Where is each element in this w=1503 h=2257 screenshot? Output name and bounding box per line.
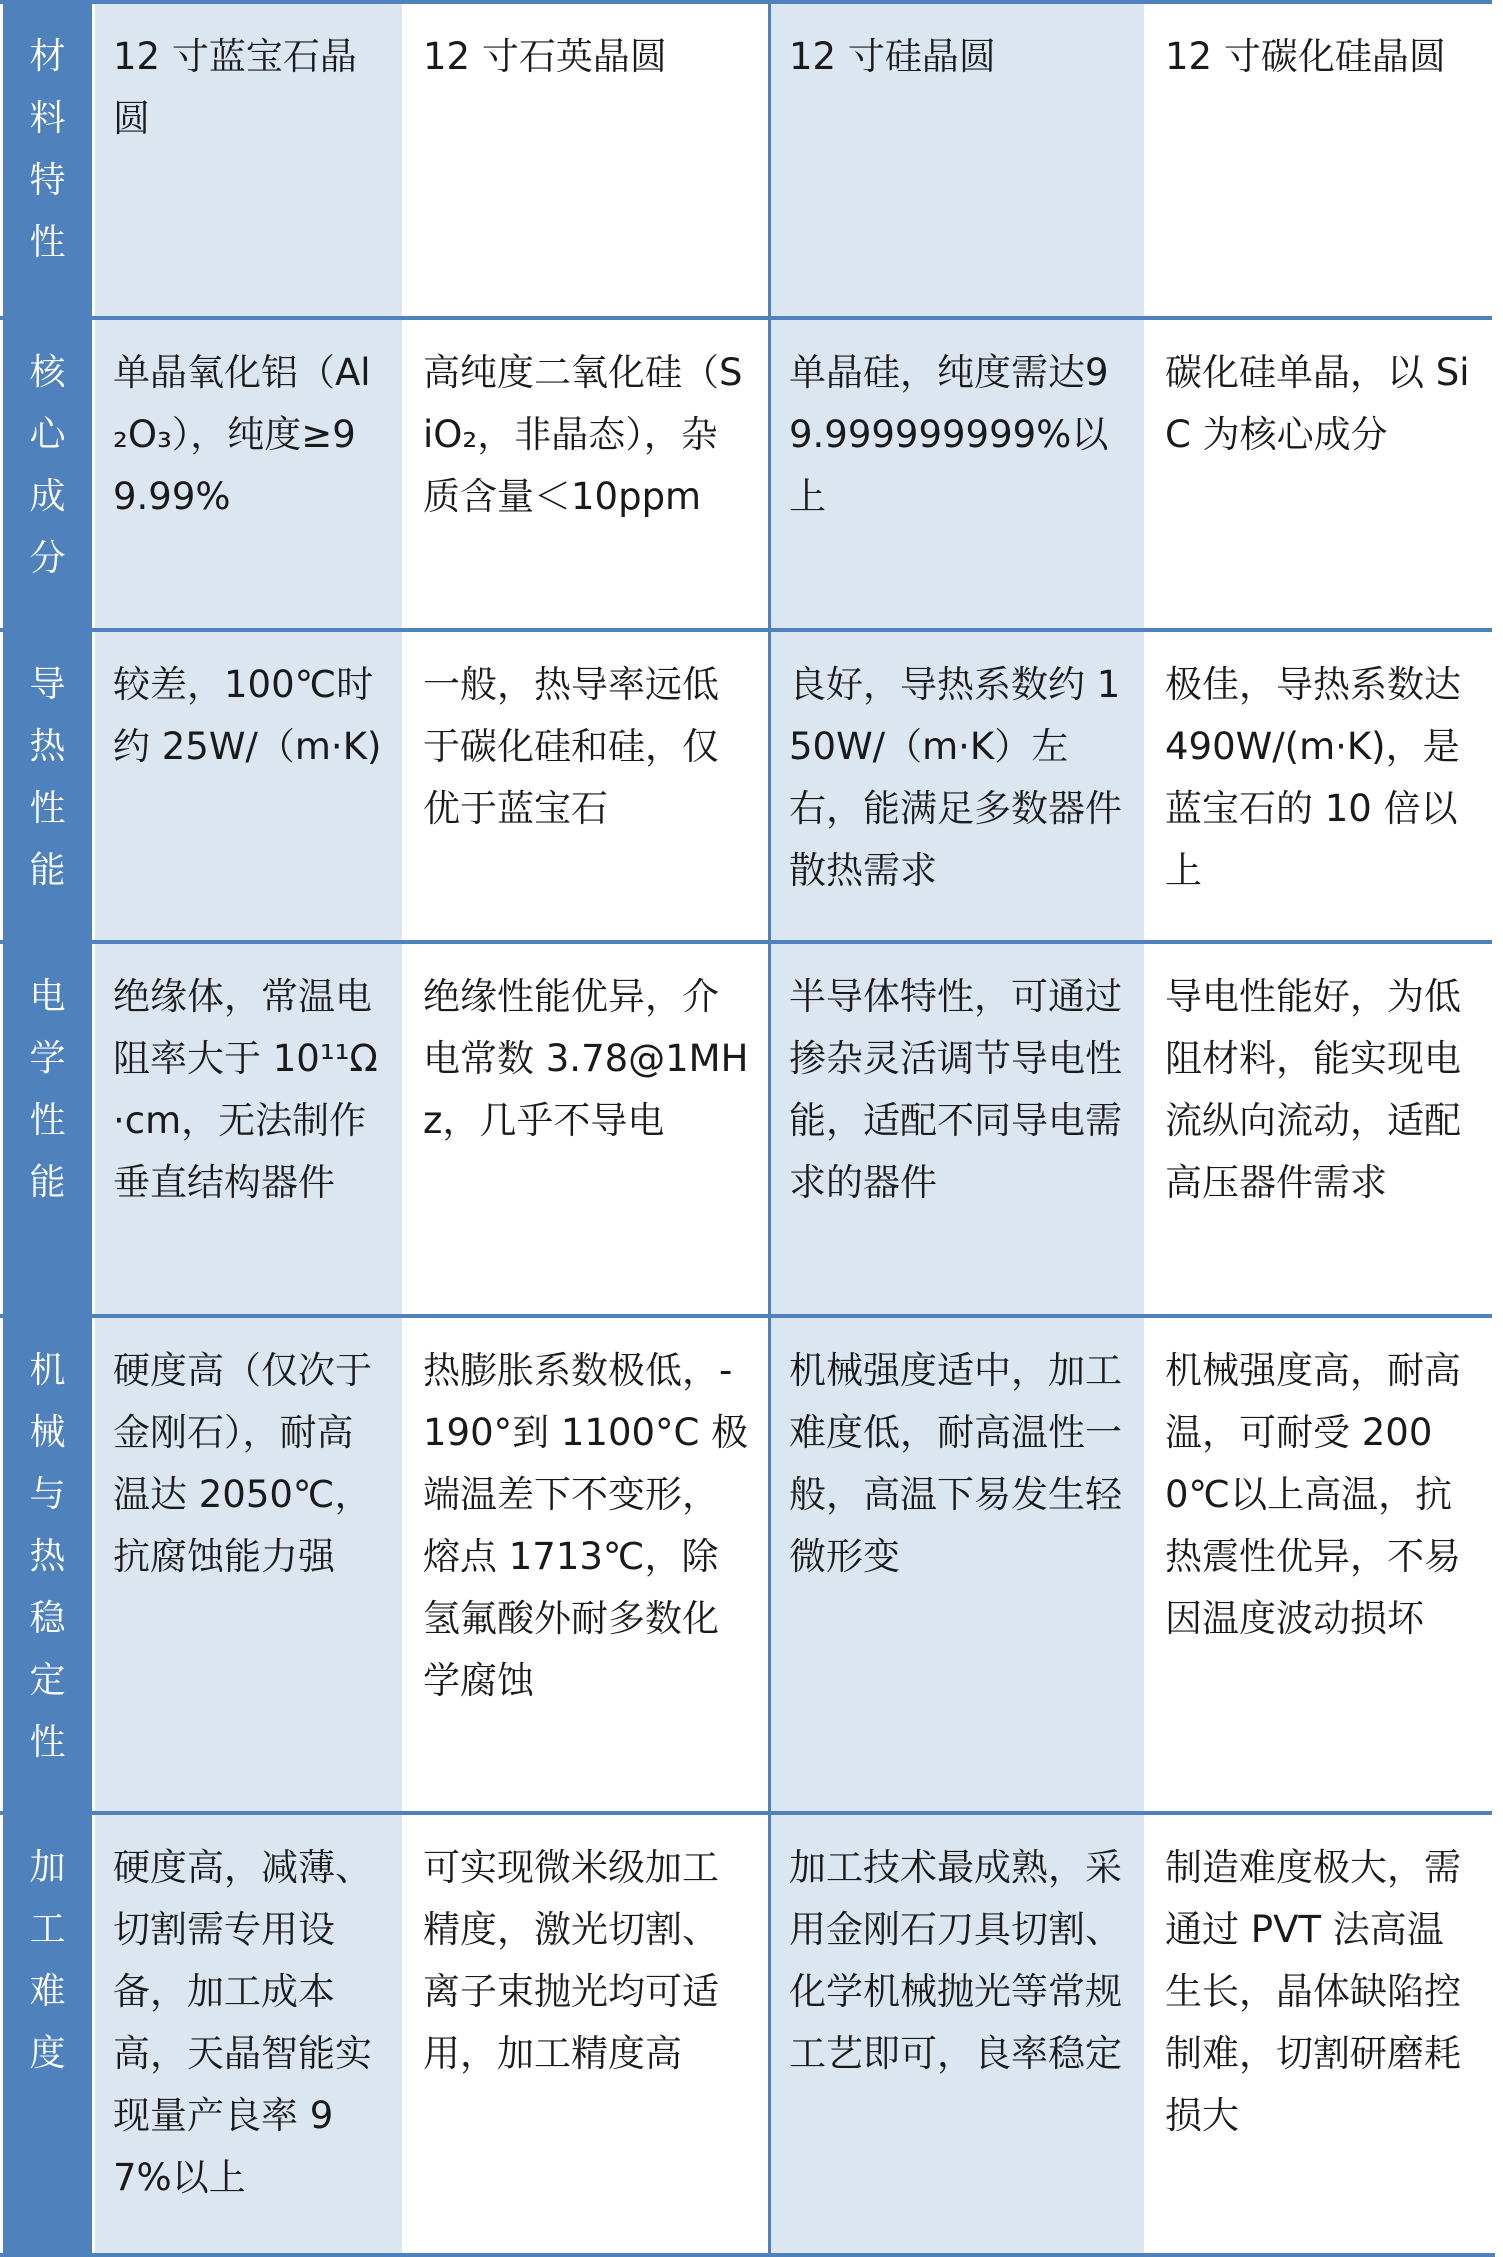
cell-silicon-mechanical: 机械强度适中，加工难度低，耐高温性一般，高温下易发生轻微形变	[770, 1316, 1146, 1813]
row-header-char: 热	[29, 1536, 66, 1577]
row-header-char: 心	[29, 414, 66, 455]
table-row-mechanical	[2, 1316, 1494, 1813]
row-header-char: 与	[29, 1474, 66, 1515]
row-header-char: 导	[29, 664, 66, 705]
row-header-char: 能	[29, 1162, 66, 1203]
cell-sapphire-processing: 硬度高，减薄、切割需专用设备，加工成本高，天晶智能实现量产良率 97%以上	[94, 1813, 404, 2255]
row-header-char: 分	[29, 538, 66, 579]
row-header-char: 电	[29, 976, 66, 1017]
row-header-char: 能	[29, 850, 66, 891]
cell-silicon-composition: 单晶硅，纯度需达99.999999999%以上	[770, 318, 1146, 630]
row-header-char: 难	[29, 1971, 66, 2012]
row-header-composition	[2, 318, 94, 630]
cell-quartz-composition: 高纯度二氧化硅（SiO₂，非晶态），杂质含量＜10ppm	[404, 318, 770, 630]
column-header-quartz: 12 寸石英晶圆	[404, 2, 770, 318]
row-header-char: 性	[29, 1100, 66, 1141]
cell-sic-mechanical: 机械强度高，耐高温，可耐受 2000℃以上高温，抗热震性优异，不易因温度波动损坏	[1146, 1316, 1494, 1813]
table-row-composition	[2, 318, 1494, 630]
cell-sic-composition: 碳化硅单晶，以 SiC 为核心成分	[1146, 318, 1494, 630]
column-header-silicon: 12 寸硅晶圆	[770, 2, 1146, 318]
cell-silicon-electrical: 半导体特性，可通过掺杂灵活调节导电性能，适配不同导电需求的器件	[770, 942, 1146, 1316]
row-header-material	[2, 2, 94, 318]
row-header-char: 性	[29, 222, 66, 263]
cell-quartz-thermal: 一般，热导率远低于碳化硅和硅，仅优于蓝宝石	[404, 630, 770, 942]
row-header-char: 成	[29, 476, 66, 517]
cell-silicon-processing: 加工技术最成熟，采用金刚石刀具切割、化学机械抛光等常规工艺即可，良率稳定	[770, 1813, 1146, 2255]
row-header-electrical	[2, 942, 94, 1316]
cell-sapphire-composition: 单晶氧化铝（Al₂O₃），纯度≥99.99%	[94, 318, 404, 630]
cell-quartz-processing: 可实现微米级加工精度，激光切割、离子束抛光均可适用，加工精度高	[404, 1813, 770, 2255]
row-header-char: 加	[29, 1847, 66, 1888]
row-header-char: 学	[29, 1038, 66, 1079]
row-header-char: 特	[29, 160, 66, 201]
cell-quartz-electrical: 绝缘性能优异，介电常数 3.78@1MHz，几乎不导电	[404, 942, 770, 1316]
row-header-char: 料	[29, 98, 66, 139]
row-header-char: 性	[29, 788, 66, 829]
row-header-processing	[2, 1813, 94, 2255]
cell-sapphire-electrical: 绝缘体，常温电阻率大于 10¹¹Ω·cm，无法制作垂直结构器件	[94, 942, 404, 1316]
column-header-sapphire: 12 寸蓝宝石晶圆	[94, 2, 404, 318]
cell-sic-electrical: 导电性能好，为低阻材料，能实现电流纵向流动，适配高压器件需求	[1146, 942, 1494, 1316]
row-header-char: 定	[29, 1660, 66, 1701]
table-row-material	[2, 2, 1494, 318]
cell-silicon-thermal: 良好，导热系数约 150W/（m·K）左右，能满足多数器件散热需求	[770, 630, 1146, 942]
row-header-mechanical	[2, 1316, 94, 1813]
row-header-char: 工	[29, 1909, 66, 1950]
row-header-char: 稳	[29, 1598, 66, 1639]
row-header-char: 械	[29, 1412, 66, 1453]
cell-sapphire-thermal: 较差，100℃时约 25W/（m·K)	[94, 630, 404, 942]
right-margin	[1492, 0, 1503, 2253]
cell-quartz-mechanical: 热膨胀系数极低，-190°到 1100°C 极端温差下不变形，熔点 1713℃，除氢氟酸外耐多数化学腐蚀	[404, 1316, 770, 1813]
table-row-thermal	[2, 630, 1494, 942]
row-header-char: 度	[29, 2033, 66, 2074]
row-header-char: 性	[29, 1722, 66, 1763]
cell-sapphire-mechanical: 硬度高（仅次于金刚石），耐高温达 2050℃，抗腐蚀能力强	[94, 1316, 404, 1813]
cell-sic-thermal: 极佳，导热系数达 490W/(m·K)，是蓝宝石的 10 倍以上	[1146, 630, 1494, 942]
row-header-char: 材	[29, 36, 66, 77]
row-header-char: 机	[29, 1350, 66, 1391]
table-row-processing	[2, 1813, 1494, 2255]
column-header-sic: 12 寸碳化硅晶圆	[1146, 2, 1494, 318]
row-header-char: 热	[29, 726, 66, 767]
row-header-char: 核	[29, 352, 66, 393]
cell-sic-processing: 制造难度极大，需通过 PVT 法高温生长，晶体缺陷控制难，切割研磨耗损大	[1146, 1813, 1494, 2255]
row-header-thermal	[2, 630, 94, 942]
table-row-electrical	[2, 942, 1494, 1316]
